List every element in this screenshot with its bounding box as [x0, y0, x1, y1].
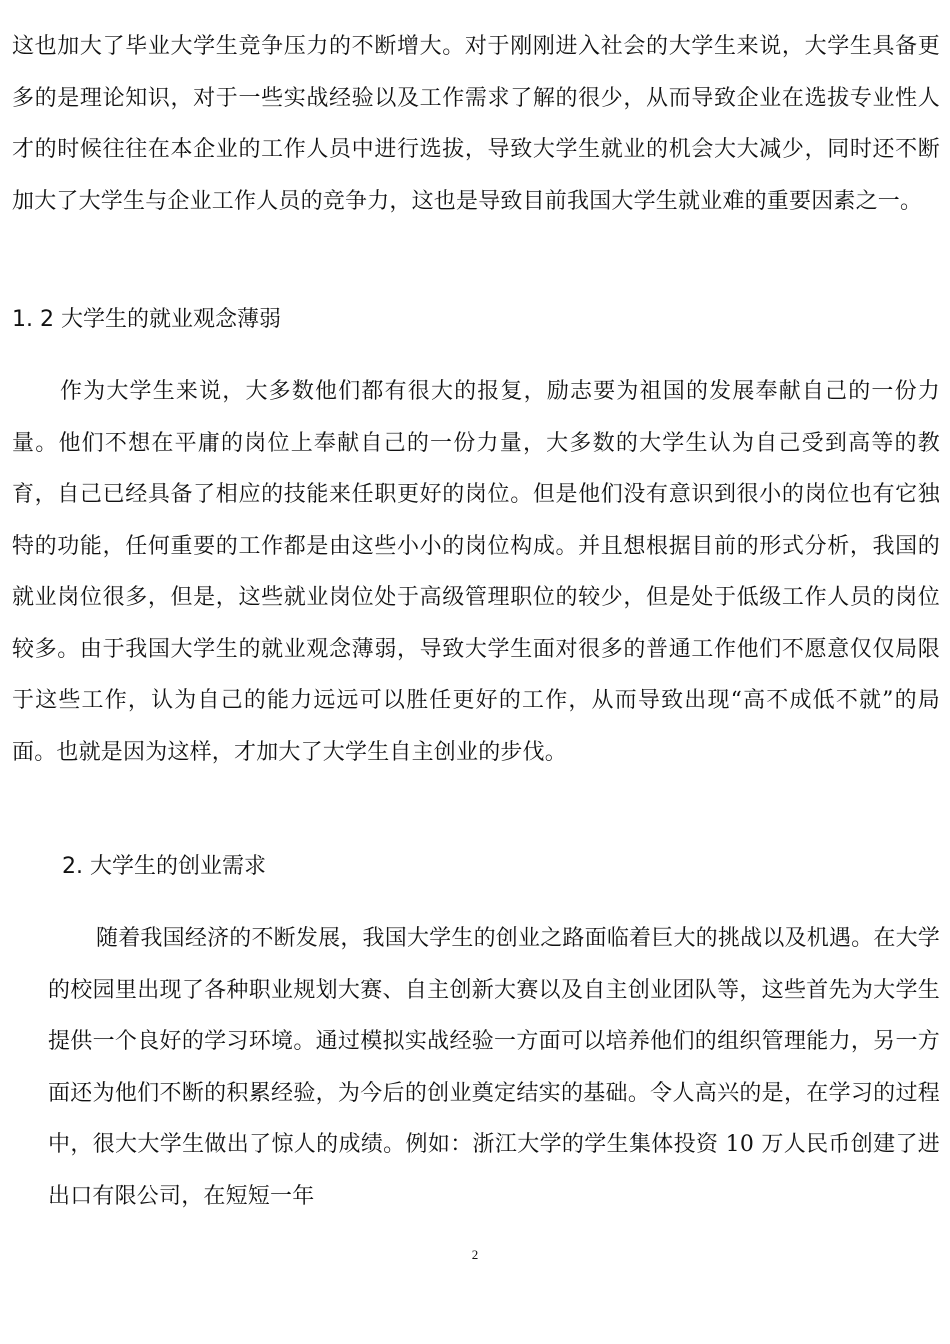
- paragraph-employment-concept: 作为大学生来说，大多数他们都有很大的报复，励志要为祖国的发展奉献自己的一份力量。他们不想在平庸的岗位上奉献自己的一份力量，大多数的大学生认为自己受到高等的教育，自己已经具备了相应的技能来任职更好的岗位。但是他们没有意识到很小的岗位也有它独特的功能，任何重要的工作都是由这些小小的岗位构成。并且想根据目前的形式分析，我国的就业岗位很多，但是，这些就业岗位处于高级管理职位的较少，但是处于低级工作人员的岗位较多。由于我国大学生的就业观念薄弱，导致大学生面对很多的普通工作他们不愿意仅仅局限于这些工作，认为自己的能力远远可以胜任更好的工作，从而导致出现“高不成低不就”的局面。也就是因为这样，才加大了大学生自主创业的步伐。: [12, 379, 940, 765]
- paragraph-competition-pressure: 这也加大了毕业大学生竞争压力的不断增大。对于刚刚进入社会的大学生来说，大学生具备更多的是理论知识，对于一些实战经验以及工作需求了解的很少，从而导致企业在选拔专业性人才的时候往往在本企业的工作人员中进行选拔，导致大学生就业的机会大大减少，同时还不断加大了大学生与企业工作人员的竞争力，这也是导致目前我国大学生就业难的重要因素之一。: [12, 34, 940, 214]
- page-number: 2: [471, 1247, 479, 1262]
- section-heading-2: 2. 大学生的创业需求: [62, 854, 266, 879]
- section-heading-1-2: 1. 2 大学生的就业观念薄弱: [12, 307, 281, 332]
- paragraph-entrepreneurship-demand: 随着我国经济的不断发展，我国大学生的创业之路面临着巨大的挑战以及机遇。在大学的校园里出现了各种职业规划大赛、自主创新大赛以及自主创业团队等，这些首先为大学生提供一个良好的学习环境。通过模拟实战经验一方面可以培养他们的组织管理能力，另一方面还为他们不断的积累经验，为今后的创业奠定结实的基础。令人高兴的是，在学习的过程中，很大大学生做出了惊人的成绩。例如：浙江大学的学生集体投资 10 万人民币创建了进出口有限公司，在短短一年: [48, 926, 940, 1209]
